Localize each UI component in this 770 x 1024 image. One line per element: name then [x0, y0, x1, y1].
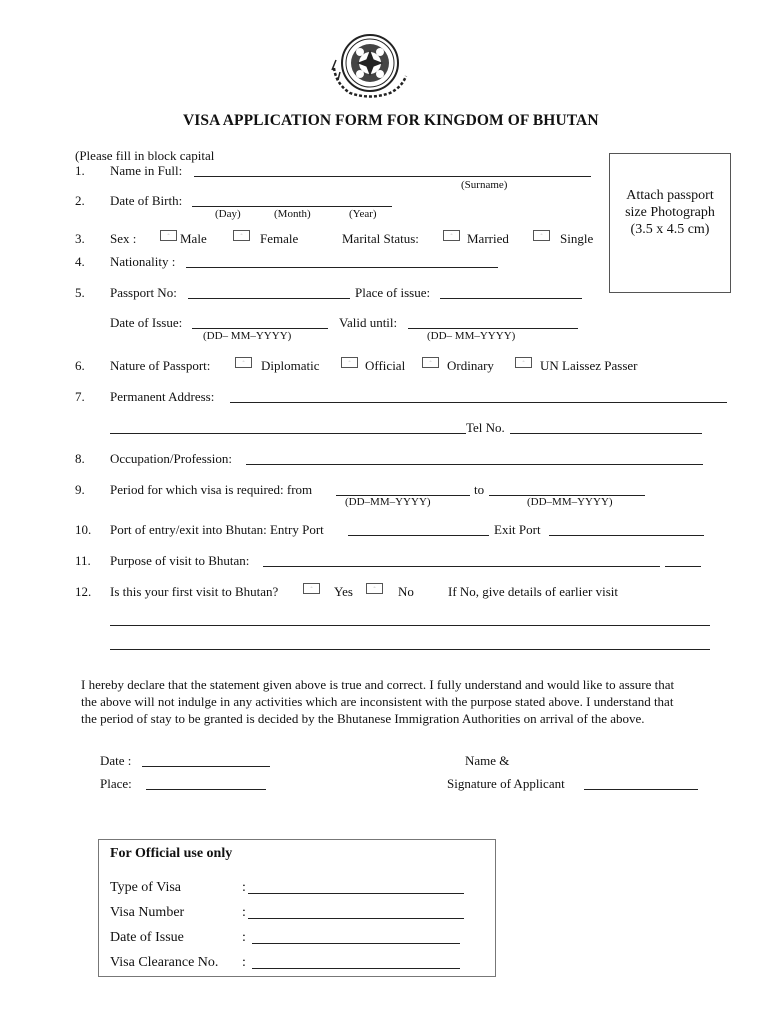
male-checkbox[interactable]: ▫ [160, 230, 177, 241]
field-number-9: 9. [75, 482, 85, 497]
place-label: Place: [100, 776, 132, 791]
field-number-8: 8. [75, 451, 85, 466]
nationality-label: Nationality : [110, 254, 176, 269]
day-hint: (Day) [215, 208, 241, 220]
visa-number-field[interactable] [248, 918, 464, 919]
photo-box-line3: (3.5 x 4.5 cm) [630, 222, 710, 237]
name-field[interactable] [194, 176, 591, 177]
photo-box [609, 153, 731, 293]
purpose-field[interactable] [263, 566, 660, 567]
valid-until-label: Valid until: [339, 315, 398, 330]
field-number-12: 12. [75, 584, 92, 599]
sex-label: Sex : [110, 231, 137, 246]
type-of-visa-field[interactable] [248, 893, 464, 894]
occupation-label: Occupation/Profession: [110, 451, 233, 466]
single-label: Single [560, 231, 594, 246]
signature-field[interactable] [584, 789, 698, 790]
ordinary-label: Ordinary [447, 358, 494, 373]
surname-hint: (Surname) [461, 179, 508, 191]
field-number-11: 11. [75, 553, 91, 568]
type-of-visa-colon: : [242, 880, 246, 895]
official-checkbox[interactable]: ▫ [341, 357, 358, 368]
date-of-issue-official-colon: : [242, 930, 246, 945]
declaration [81, 676, 746, 727]
period-to-label: to [474, 482, 485, 497]
earlier-visit-field-2[interactable] [110, 649, 710, 650]
exit-port-field[interactable] [549, 535, 704, 536]
valid-until-field[interactable] [408, 328, 578, 329]
month-hint: (Month) [274, 208, 311, 220]
married-checkbox[interactable]: ▫ [443, 230, 460, 241]
dob-field[interactable] [192, 206, 392, 207]
visa-number-label: Visa Number [110, 905, 185, 920]
royal-emblem [328, 30, 408, 102]
period-from-hint: (DD–MM–YYYY) [345, 496, 431, 508]
permanent-address-label: Permanent Address: [110, 389, 215, 404]
first-visit-yes-label: Yes [334, 584, 353, 599]
field-number-1: 1. [75, 163, 85, 178]
purpose-field-2[interactable] [665, 566, 701, 567]
tel-no-field[interactable] [510, 433, 702, 434]
occupation-field[interactable] [246, 464, 703, 465]
date-of-issue-official-label: Date of Issue [110, 930, 184, 945]
place-of-issue-field[interactable] [440, 298, 582, 299]
declaration-line-2: the above will not indulge in any activities which are inconsistent with the purpose stated above. I understand that [81, 694, 674, 709]
permanent-address-field[interactable] [230, 402, 727, 403]
type-of-visa-label: Type of Visa [110, 880, 182, 895]
female-label: Female [260, 231, 299, 246]
date-of-issue-field[interactable] [192, 328, 328, 329]
field-number-5: 5. [75, 285, 85, 300]
un-laissez-passer-checkbox[interactable]: ▫ [515, 357, 532, 368]
permanent-address-field-2[interactable] [110, 433, 466, 434]
date-field[interactable] [142, 766, 270, 767]
field-number-6: 6. [75, 358, 85, 373]
date-of-issue-official-field[interactable] [252, 943, 460, 944]
visa-number-colon: : [242, 905, 246, 920]
field-number-10: 10. [75, 522, 92, 537]
diplomatic-checkbox[interactable]: ▫ [235, 357, 252, 368]
marital-status-label: Marital Status: [342, 231, 419, 246]
photo-box-line2: size Photograph [625, 205, 715, 220]
purpose-label: Purpose of visit to Bhutan: [110, 553, 250, 568]
page-title: VISA APPLICATION FORM FOR KINGDOM OF BHUTAN [183, 112, 599, 129]
diplomatic-label: Diplomatic [261, 358, 320, 373]
female-checkbox[interactable]: ▫ [233, 230, 250, 241]
married-label: Married [467, 231, 509, 246]
tel-no-label: Tel No. [466, 420, 505, 435]
nature-of-passport-label: Nature of Passport: [110, 358, 211, 373]
declaration-line-1: I hereby declare that the statement given above is true and correct. I fully understand and would like to assure that [81, 677, 675, 692]
field-number-3: 3. [75, 231, 85, 246]
earlier-visit-field-1[interactable] [110, 625, 710, 626]
official-label: Official [365, 358, 406, 373]
field-number-7: 7. [75, 389, 85, 404]
ordinary-checkbox[interactable]: ▫ [422, 357, 439, 368]
period-to-hint: (DD–MM–YYYY) [527, 496, 613, 508]
name-label: Name in Full: [110, 163, 183, 178]
visa-clearance-colon: : [242, 955, 246, 970]
first-visit-yes-checkbox[interactable]: ▫ [303, 583, 320, 594]
single-checkbox[interactable]: ▫ [533, 230, 550, 241]
dob-label: Date of Birth: [110, 193, 183, 208]
declaration-line-3: the period of stay to be granted is decided by the Bhutanese Immigration Authorities on arrival of the above. [81, 711, 645, 726]
place-field[interactable] [146, 789, 266, 790]
first-visit-label: Is this your first visit to Bhutan? [110, 584, 279, 599]
un-laissez-passer-label: UN Laissez Passer [540, 358, 638, 373]
entry-port-label: Port of entry/exit into Bhutan: Entry Port [110, 522, 324, 537]
male-label: Male [180, 231, 207, 246]
earlier-visit-label: If No, give details of earlier visit [448, 584, 619, 599]
entry-port-field[interactable] [348, 535, 489, 536]
field-number-2: 2. [75, 193, 85, 208]
exit-port-label: Exit Port [494, 522, 541, 537]
year-hint: (Year) [349, 208, 377, 220]
field-number-4: 4. [75, 254, 85, 269]
name-and-label: Name & [465, 753, 510, 768]
visa-clearance-label: Visa Clearance No. [110, 955, 219, 970]
date-label: Date : [100, 753, 132, 768]
date-of-issue-hint: (DD– MM–YYYY) [203, 330, 292, 342]
valid-until-hint: (DD– MM–YYYY) [427, 330, 516, 342]
passport-no-field[interactable] [188, 298, 350, 299]
instruction-text: (Please fill in block capital [75, 148, 215, 163]
passport-no-label: Passport No: [110, 285, 177, 300]
date-of-issue-label: Date of Issue: [110, 315, 183, 330]
official-use-heading: For Official use only [110, 846, 233, 861]
period-label: Period for which visa is required: from [110, 482, 313, 497]
first-visit-no-checkbox[interactable]: ▫ [366, 583, 383, 594]
photo-box-line1: Attach passport [626, 188, 714, 203]
place-of-issue-label: Place of issue: [355, 285, 431, 300]
nationality-field[interactable] [186, 267, 498, 268]
first-visit-no-label: No [398, 584, 414, 599]
signature-label: Signature of Applicant [447, 776, 565, 791]
visa-clearance-field[interactable] [252, 968, 460, 969]
